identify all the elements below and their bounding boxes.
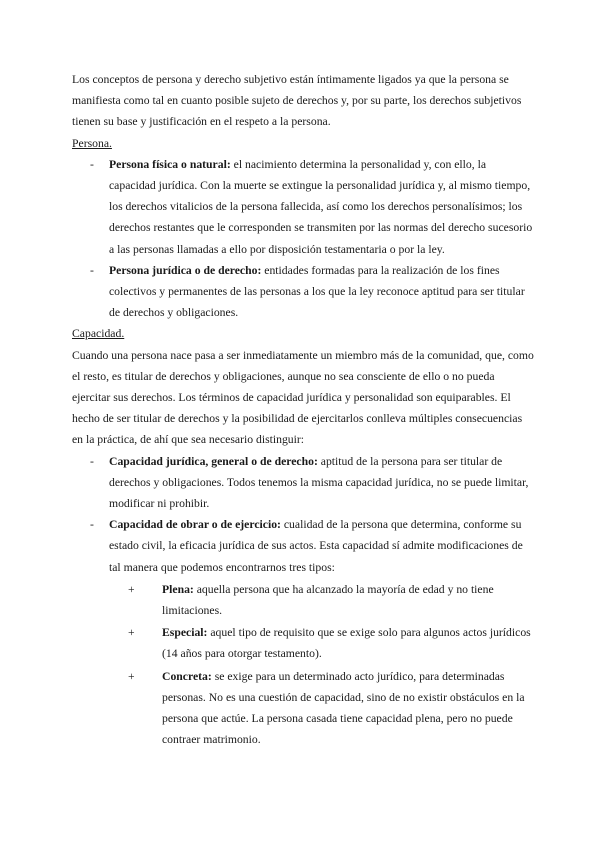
capacidad-list: [72, 451, 534, 578]
list-item-capacidad-obrar: [72, 514, 534, 578]
list-item-persona-fisica: [72, 154, 534, 260]
list-item-capacidad-juridica: [72, 451, 534, 515]
plus-bullet: +: [128, 669, 135, 683]
term-description: aquella persona que ha alcanzado la mayoría de edad y no tiene limitaciones.: [162, 582, 494, 618]
term-label: Especial:: [162, 626, 208, 640]
term-description: aptitud de la persona para ser titular de derechos y obligaciones. Todos tenemos la misma capacidad jurídica, no se puede limitar, modificar ni prohibir.: [109, 454, 529, 511]
term-label: Persona física o natural:: [109, 157, 231, 171]
term-label: Plena:: [162, 582, 194, 596]
sublist-item-especial: [72, 622, 534, 664]
intro-paragraph: Los conceptos de persona y derecho subjetivo están íntimamente ligados ya que la persona se manifiesta como tal en cuanto posible sujeto de derechos y, por su parte, los derechos subjetivos tienen su base y justificación en el respeto a la persona.: [72, 73, 522, 129]
dash-bullet: -: [90, 263, 94, 277]
term-label: Concreta:: [162, 669, 212, 683]
persona-list: [72, 154, 534, 324]
list-item-persona-juridica: [72, 260, 534, 324]
term-label: Capacidad de obrar o de ejercicio:: [109, 518, 281, 532]
term-description: se exige para un determinado acto jurídico, para determinadas personas. No es una cuestión de capacidad, sino de no existir obstáculos en la persona que actúe. La persona casada tiene capacidad plena, pero no puede contraer matrimonio.: [162, 669, 525, 747]
capacidad-obrar-sublist: [72, 579, 534, 751]
term-description: aquel tipo de requisito que se exige solo para algunos actos jurídicos (14 años para otorgar testamento).: [162, 626, 531, 661]
sublist-item-concreta: [72, 666, 534, 751]
dash-bullet: -: [90, 454, 94, 468]
term-description: el nacimiento determina la personalidad y, con ello, la capacidad jurídica. Con la muerte se extingue la personalidad jurídica y, al mismo tiempo, los derechos vitalicios de la persona fallecida, así como los derechos personalísimos; los derechos restantes que le corresponden se transmiten por las normas del derecho sucesorio a las personas llamadas a ello por disposición testamentaria o por la ley.: [109, 157, 533, 256]
section-heading-capacidad: Capacidad.: [72, 327, 125, 341]
dash-bullet: -: [90, 518, 94, 532]
term-label: Capacidad jurídica, general o de derecho:: [109, 454, 318, 468]
plus-bullet: +: [128, 582, 135, 596]
plus-bullet: +: [128, 626, 135, 640]
sublist-item-plena: [72, 579, 534, 621]
capacidad-intro-paragraph: Cuando una persona nace pasa a ser inmediatamente un miembro más de la comunidad, que, como el resto, es titular de derechos y obligaciones, aunque no sea consciente de ello o no pueda ejercitar sus derechos. Los términos de capacidad jurídica y personalidad son equiparables. El hecho de ser titular de derechos y la posibilidad de ejercitarlos conlleva múltiples consecuencias en la práctica, de ahí que sea necesario distinguir:: [72, 348, 534, 447]
term-label: Persona jurídica o de derecho:: [109, 263, 262, 277]
term-description: entidades formadas para la realización de los fines colectivos y permanentes de las personas a los que la ley reconoce aptitud para ser titular de derechos y obligaciones.: [109, 263, 525, 320]
term-description: cualidad de la persona que determina, conforme su estado civil, la eficacia jurídica de sus actos. Esta capacidad sí admite modificaciones de tal manera que podemos encontrarnos tres tipos:: [109, 518, 523, 574]
section-heading-persona: Persona.: [72, 136, 112, 150]
dash-bullet: -: [90, 157, 94, 171]
